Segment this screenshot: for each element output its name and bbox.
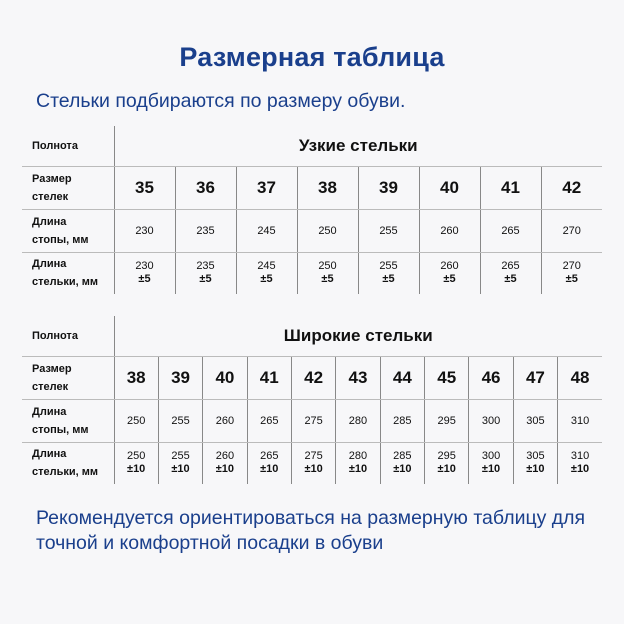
insole-length-row bbox=[22, 252, 602, 294]
foot-length-label: Длина стопы, мм bbox=[22, 209, 114, 252]
fullness-row bbox=[22, 316, 602, 356]
foot-length-cell: 265 bbox=[480, 209, 541, 252]
size-cell: 47 bbox=[513, 356, 557, 399]
insole-length-cell: 295 ±10 bbox=[425, 442, 469, 484]
insole-length-row bbox=[22, 442, 602, 484]
insole-length-cell: 245 ±5 bbox=[236, 252, 297, 294]
size-cell: 36 bbox=[175, 166, 236, 209]
insole-length-cell: 260 ±5 bbox=[419, 252, 480, 294]
foot-length-cell: 255 bbox=[358, 209, 419, 252]
insole-length-cell: 305 ±10 bbox=[513, 442, 557, 484]
foot-length-cell: 295 bbox=[425, 399, 469, 442]
insole-length-cell: 260 ±10 bbox=[203, 442, 247, 484]
size-cell: 45 bbox=[425, 356, 469, 399]
foot-length-cell: 235 bbox=[175, 209, 236, 252]
size-cell: 35 bbox=[114, 166, 175, 209]
insole-length-cell: 255 ±5 bbox=[358, 252, 419, 294]
fullness-row bbox=[22, 126, 602, 166]
foot-length-row bbox=[22, 209, 602, 252]
size-cell: 37 bbox=[236, 166, 297, 209]
insole-length-cell: 235 ±5 bbox=[175, 252, 236, 294]
insole-length-cell: 310 ±10 bbox=[558, 442, 602, 484]
recommendation-note: Рекомендуется ориентироваться на размерную таблицу для точной и комфортной посадки в обуви bbox=[36, 507, 586, 554]
foot-length-cell: 245 bbox=[236, 209, 297, 252]
insole-length-cell: 270 ±5 bbox=[541, 252, 602, 294]
foot-length-cell: 260 bbox=[203, 399, 247, 442]
insole-length-cell: 265 ±5 bbox=[480, 252, 541, 294]
foot-length-row bbox=[22, 399, 602, 442]
foot-length-cell: 230 bbox=[114, 209, 175, 252]
insole-length-cell: 275 ±10 bbox=[291, 442, 335, 484]
size-cell: 38 bbox=[114, 356, 158, 399]
wide-heading: Широкие стельки bbox=[114, 316, 602, 356]
insole-length-cell: 250 ±5 bbox=[297, 252, 358, 294]
foot-length-cell: 250 bbox=[297, 209, 358, 252]
insole-length-cell: 265 ±10 bbox=[247, 442, 291, 484]
size-cell: 40 bbox=[419, 166, 480, 209]
foot-length-cell: 275 bbox=[291, 399, 335, 442]
size-cell: 43 bbox=[336, 356, 380, 399]
fullness-label: Полнота bbox=[22, 316, 114, 356]
size-cell: 41 bbox=[247, 356, 291, 399]
narrow-heading: Узкие стельки bbox=[114, 126, 602, 166]
narrow-size-table bbox=[22, 126, 602, 294]
foot-length-cell: 280 bbox=[336, 399, 380, 442]
insole-length-cell: 230 ±5 bbox=[114, 252, 175, 294]
size-cell: 48 bbox=[558, 356, 602, 399]
insole-length-cell: 300 ±10 bbox=[469, 442, 513, 484]
insole-length-cell: 280 ±10 bbox=[336, 442, 380, 484]
size-cell: 44 bbox=[380, 356, 424, 399]
foot-length-cell: 285 bbox=[380, 399, 424, 442]
foot-length-cell: 270 bbox=[541, 209, 602, 252]
size-cell: 39 bbox=[358, 166, 419, 209]
insole-length-label: Длина стельки, мм bbox=[32, 448, 99, 479]
size-cell: 42 bbox=[541, 166, 602, 209]
foot-length-cell: 260 bbox=[419, 209, 480, 252]
foot-length-label: Длина стопы, мм bbox=[22, 399, 114, 442]
size-cell: 39 bbox=[158, 356, 202, 399]
foot-length-cell: 265 bbox=[247, 399, 291, 442]
foot-length-cell: 300 bbox=[469, 399, 513, 442]
size-row bbox=[22, 166, 602, 209]
insole-length-label: Длина стельки, мм bbox=[32, 258, 99, 289]
size-cell: 46 bbox=[469, 356, 513, 399]
size-cell: 42 bbox=[291, 356, 335, 399]
size-cell: 38 bbox=[297, 166, 358, 209]
insole-length-cell: 285 ±10 bbox=[380, 442, 424, 484]
page-subtitle: Стельки подбираются по размеру обуви. bbox=[36, 90, 406, 112]
size-cell: 41 bbox=[480, 166, 541, 209]
foot-length-cell: 255 bbox=[158, 399, 202, 442]
size-label: Размер стелек bbox=[22, 356, 114, 399]
wide-size-table bbox=[22, 316, 602, 484]
insole-length-cell: 250 ±10 bbox=[114, 442, 158, 484]
size-cell: 40 bbox=[203, 356, 247, 399]
fullness-label: Полнота bbox=[22, 126, 114, 166]
size-row bbox=[22, 356, 602, 399]
insole-length-cell: 255 ±10 bbox=[158, 442, 202, 484]
foot-length-cell: 250 bbox=[114, 399, 158, 442]
foot-length-cell: 310 bbox=[558, 399, 602, 442]
size-label: Размер стелек bbox=[22, 166, 114, 209]
page-title: Размерная таблица bbox=[179, 42, 445, 72]
foot-length-cell: 305 bbox=[513, 399, 557, 442]
